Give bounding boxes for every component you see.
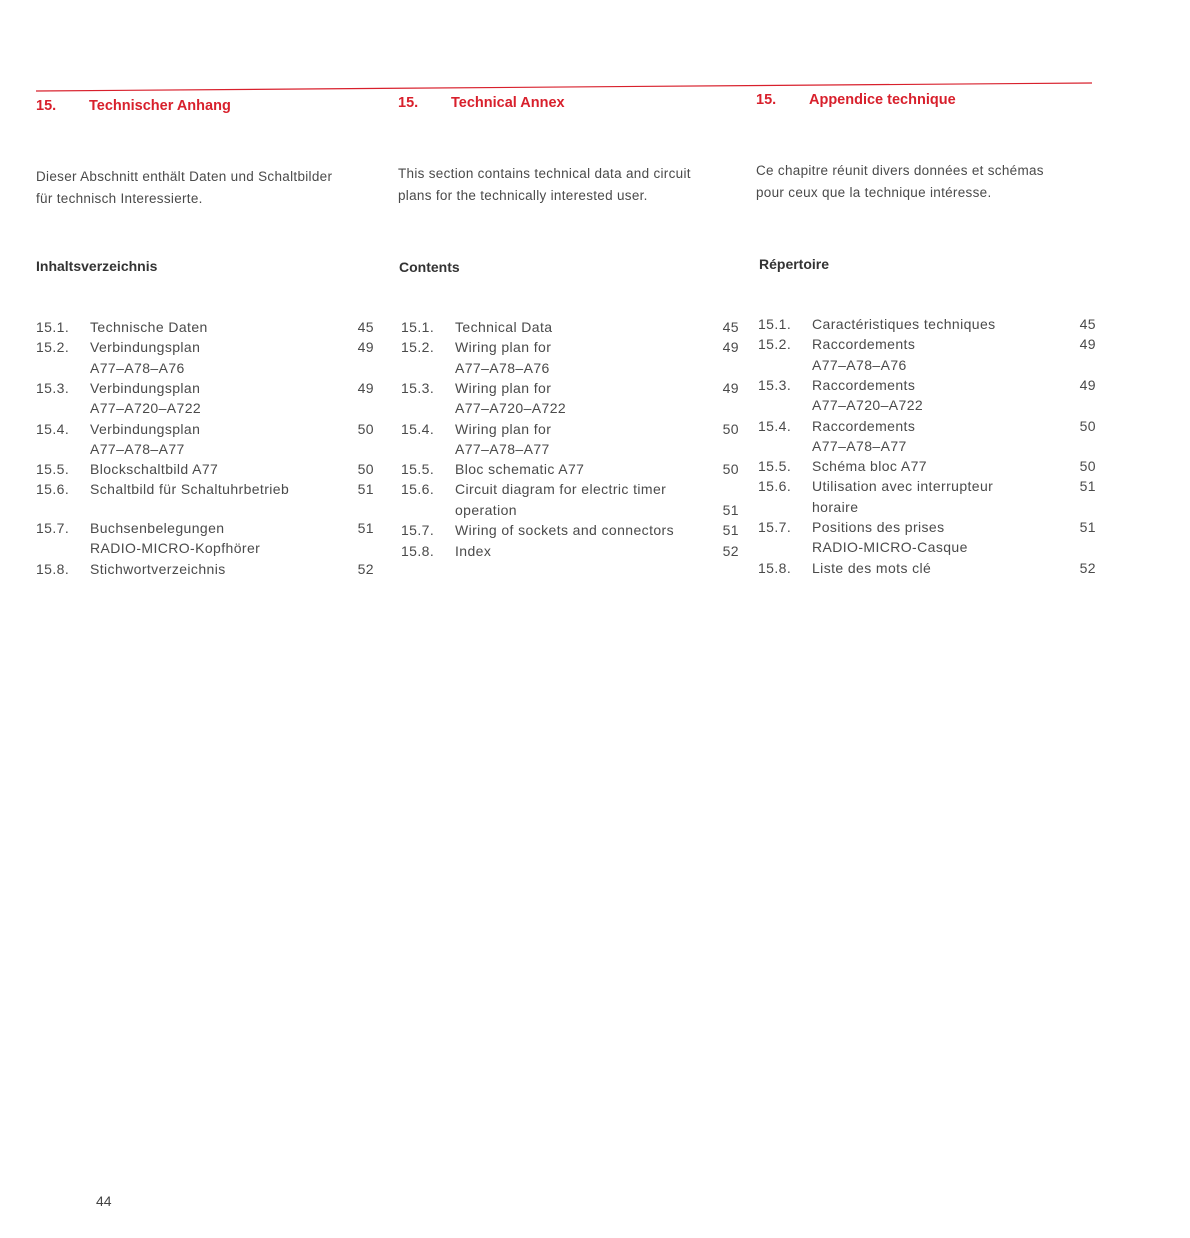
toc-entry-number: 15.2.	[758, 336, 792, 353]
toc-entry-page: 49	[357, 339, 374, 356]
toc-title: Inhaltsverzeichnis	[36, 258, 158, 274]
column-german	[36, 96, 374, 210]
toc-entry-title: Circuit diagram for electric timer	[455, 481, 667, 498]
toc-entry-number: 15.2.	[401, 339, 435, 356]
toc-entry-number: 15.1.	[401, 319, 435, 335]
toc-entry-title: Stichwortverzeichnis	[90, 560, 226, 577]
toc-entry-number: 15.7.	[758, 519, 792, 535]
toc-entry-number: 15.5.	[758, 458, 792, 475]
toc-entry-number: 15.8.	[401, 543, 435, 560]
toc-entry-number: 15.7.	[36, 519, 70, 536]
intro-text	[756, 160, 1094, 204]
toc-entry-page: 51	[1079, 519, 1096, 535]
toc-entry-number: 15.8.	[36, 560, 70, 577]
toc-entry-page: 45	[722, 319, 739, 335]
intro-text	[36, 166, 374, 210]
toc-entry-title: Verbindungsplan	[90, 420, 201, 437]
toc-entry-page: 51	[1079, 478, 1096, 495]
toc-entry-title: A77–A78–A77	[455, 440, 550, 457]
page-number: 44	[96, 1193, 112, 1209]
toc-entry-number: 15.4.	[36, 420, 70, 437]
toc-entry-page: 49	[1079, 336, 1096, 353]
toc-entry-page: 49	[1079, 376, 1096, 393]
column-english	[398, 93, 736, 207]
toc-entry-title: Index	[455, 543, 492, 560]
intro-line: Dieser Abschnitt enthält Daten und Schaltbilder	[36, 169, 333, 184]
intro-line: für technisch Interessierte.	[36, 191, 203, 206]
toc-entry-page: 45	[357, 319, 374, 335]
toc-entry-number: 15.4.	[758, 417, 792, 434]
toc-entry-title: A77–A720–A722	[455, 400, 567, 417]
toc-entry-title: Bloc schematic A77	[455, 461, 585, 478]
toc-entry-number: 15.1.	[36, 319, 70, 335]
toc-title: Contents	[399, 259, 460, 275]
toc-entry-page: 52	[1079, 559, 1096, 576]
toc-entry-title: A77–A78–A76	[455, 359, 550, 376]
toc-entry-title: A77–A78–A76	[90, 359, 185, 376]
toc-entry-title: Wiring plan for	[455, 339, 552, 356]
section-number: 15.	[756, 92, 777, 108]
toc-entry-title: Raccordements	[812, 336, 916, 353]
toc-entry-number: 15.4.	[401, 420, 435, 437]
intro-line: This section contains technical data and circuit	[398, 166, 691, 181]
toc-entry-title: Wiring plan for	[455, 420, 552, 437]
toc-entry-number: 15.8.	[758, 559, 792, 576]
toc-entry-page: 51	[722, 501, 739, 518]
toc-entry-number: 15.3.	[401, 379, 435, 396]
toc-entry-page: 51	[722, 522, 739, 538]
section-title: Appendice technique	[809, 92, 956, 108]
toc-entry-number: 15.6.	[401, 481, 435, 498]
section-title: Technischer Anhang	[89, 98, 231, 114]
intro-line: pour ceux que la technique intéresse.	[756, 185, 992, 200]
toc-entry-title: Positions des prises	[812, 519, 945, 535]
toc-entry-page: 52	[722, 543, 739, 560]
toc-entry-title: A77–A720–A722	[90, 400, 202, 417]
toc-entry-number: 15.1.	[758, 316, 792, 332]
toc-entry-page: 50	[357, 461, 374, 478]
toc-entry-title: Utilisation avec interrupteur	[812, 478, 994, 495]
intro-text	[398, 163, 736, 207]
toc-entry-number: 15.3.	[36, 379, 70, 396]
toc-entry-title: Wiring of sockets and connectors	[455, 522, 675, 538]
toc-entry-title: A77–A78–A77	[90, 440, 185, 457]
toc-entry-number: 15.7.	[401, 522, 435, 538]
toc-entry-page: 49	[722, 339, 739, 356]
toc-entry-page: 50	[1079, 458, 1096, 475]
toc-entry-page: 51	[357, 519, 374, 536]
toc-entry-title: Caractéristiques techniques	[812, 316, 996, 332]
section-heading	[36, 96, 374, 116]
toc-entry-page: 45	[1079, 316, 1096, 332]
toc-entry-number: 15.2.	[36, 339, 70, 356]
toc-entry-page: 50	[1079, 417, 1096, 434]
toc-title: Répertoire	[759, 256, 830, 272]
toc-entry-title: A77–A78–A76	[812, 356, 907, 373]
toc-entry-page: 52	[357, 560, 374, 577]
toc-entry-page: 50	[722, 420, 739, 437]
toc-entry-title: A77–A78–A77	[812, 437, 907, 454]
intro-line: Ce chapitre réunit divers données et schémas	[756, 163, 1044, 178]
toc-entry-title: Technische Daten	[90, 319, 208, 335]
toc-entry-page: 50	[357, 420, 374, 437]
toc-entry-title: Verbindungsplan	[90, 339, 201, 356]
toc-entry-number: 15.5.	[401, 461, 435, 478]
toc-entry-title: RADIO-MICRO-Kopfhörer	[90, 540, 261, 557]
section-number: 15.	[398, 95, 419, 111]
toc-entry-title: Raccordements	[812, 376, 916, 393]
section-heading	[756, 90, 1094, 110]
toc-entry-title: Schaltbild für Schaltuhrbetrieb	[90, 481, 290, 498]
section-number: 15.	[36, 98, 57, 114]
toc-entry-title: Raccordements	[812, 417, 916, 434]
section-heading	[398, 93, 736, 113]
toc-entry-title: RADIO-MICRO-Casque	[812, 539, 968, 556]
column-french	[756, 90, 1094, 204]
toc-entry-page: 49	[722, 379, 739, 396]
toc-entry-title: operation	[455, 501, 517, 518]
toc-entry-title: Blockschaltbild A77	[90, 461, 219, 478]
intro-line: plans for the technically interested user.	[398, 188, 648, 203]
section-title: Technical Annex	[451, 95, 565, 111]
toc-entry-number: 15.6.	[36, 481, 70, 498]
toc-entry-title: Schéma bloc A77	[812, 458, 927, 475]
toc-entry-title: horaire	[812, 498, 859, 515]
toc-entry-page: 50	[722, 461, 739, 478]
toc-entry-page: 51	[357, 481, 374, 498]
toc-entry-title: Buchsenbelegungen	[90, 519, 225, 536]
toc-entry-title: Wiring plan for	[455, 379, 552, 396]
toc-entry-title: Liste des mots clé	[812, 559, 932, 576]
toc-entry-title: Verbindungsplan	[90, 379, 201, 396]
toc-entry-number: 15.5.	[36, 461, 70, 478]
toc-entry-number: 15.3.	[758, 376, 792, 393]
toc-entry-number: 15.6.	[758, 478, 792, 495]
toc-entry-title: A77–A720–A722	[812, 397, 924, 414]
toc-entry-page: 49	[357, 379, 374, 396]
toc-entry-title: Technical Data	[455, 319, 553, 335]
